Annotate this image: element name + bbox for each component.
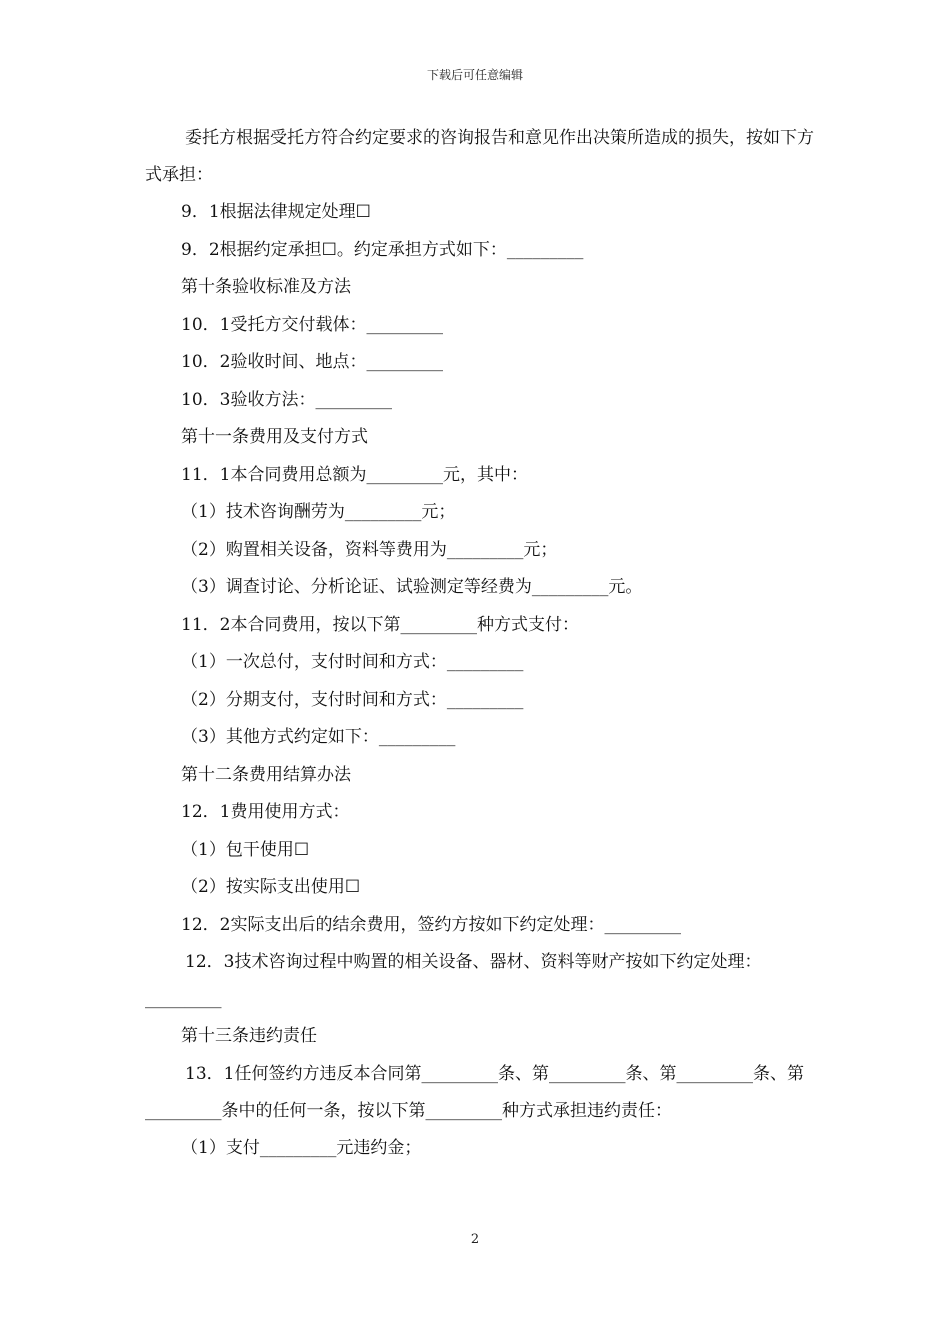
clause-12-1-item-2: （2）按实际支出使用☐ — [181, 877, 361, 897]
clause-12-2: 12．2实际支出后的结余费用，签约方按如下约定处理：_________ — [181, 914, 681, 935]
clause-12-1: 12．1费用使用方式： — [181, 802, 350, 822]
article-12-heading: 第十二条费用结算办法 — [181, 764, 351, 785]
article-11-heading: 第十一条费用及支付方式 — [181, 427, 368, 447]
article-10-heading: 第十条验收标准及方法 — [181, 277, 351, 297]
clause-11-1: 11．1本合同费用总额为_________元，其中： — [181, 464, 528, 485]
clause-9-2: 9．2根据约定承担☐。约定承担方式如下：_________ — [181, 239, 584, 260]
clause-12-1-item-1: （1）包干使用☐ — [181, 839, 310, 860]
clause-11-2-item-2: （2）分期支付，支付时间和方式：_________ — [181, 689, 524, 710]
clause-11-1-item-1: （1）技术咨询酬劳为_________元； — [181, 502, 456, 522]
clause-13-1-item-1: （1）支付_________元违约金； — [181, 1137, 422, 1158]
clause-11-1-item-2: （2）购置相关设备，资料等费用为_________元； — [181, 539, 558, 560]
clause-13-1: 13．1任何签约方违反本合同第_________条、第_________条、第_________条、第_________条中的任何一条，按以下第_________种方式承担违约责任： — [145, 1063, 804, 1121]
page-header: 下载后可任意编辑 — [426, 68, 523, 82]
clause-10-3: 10．3验收方法：_________ — [181, 389, 392, 410]
clause-10-2: 10．2验收时间、地点：_________ — [181, 352, 443, 372]
document-body — [145, 120, 820, 1167]
clause-12-3: 12．3技术咨询过程中购置的相关设备、器材、资料等财产按如下约定处理：_________ — [145, 952, 762, 1009]
paragraph-loss-liability: 委托方根据受托方符合约定要求的咨询报告和意见作出决策所造成的损失，按如下方式承担： — [145, 128, 814, 185]
clause-11-2: 11．2本合同费用，按以下第_________种方式支付： — [181, 614, 579, 635]
clause-9-1: 9．1根据法律规定处理☐ — [181, 202, 371, 222]
page-number: 2 — [470, 1232, 480, 1247]
clause-11-2-item-3: （3）其他方式约定如下：_________ — [181, 727, 456, 747]
article-13-heading: 第十三条违约责任 — [181, 1026, 317, 1046]
clause-11-2-item-1: （1）一次总付，支付时间和方式：_________ — [181, 652, 524, 672]
clause-10-1: 10．1受托方交付载体：_________ — [181, 314, 443, 335]
clause-11-1-item-3: （3）调查讨论、分析论证、试验测定等经费为_________元。 — [181, 577, 643, 597]
